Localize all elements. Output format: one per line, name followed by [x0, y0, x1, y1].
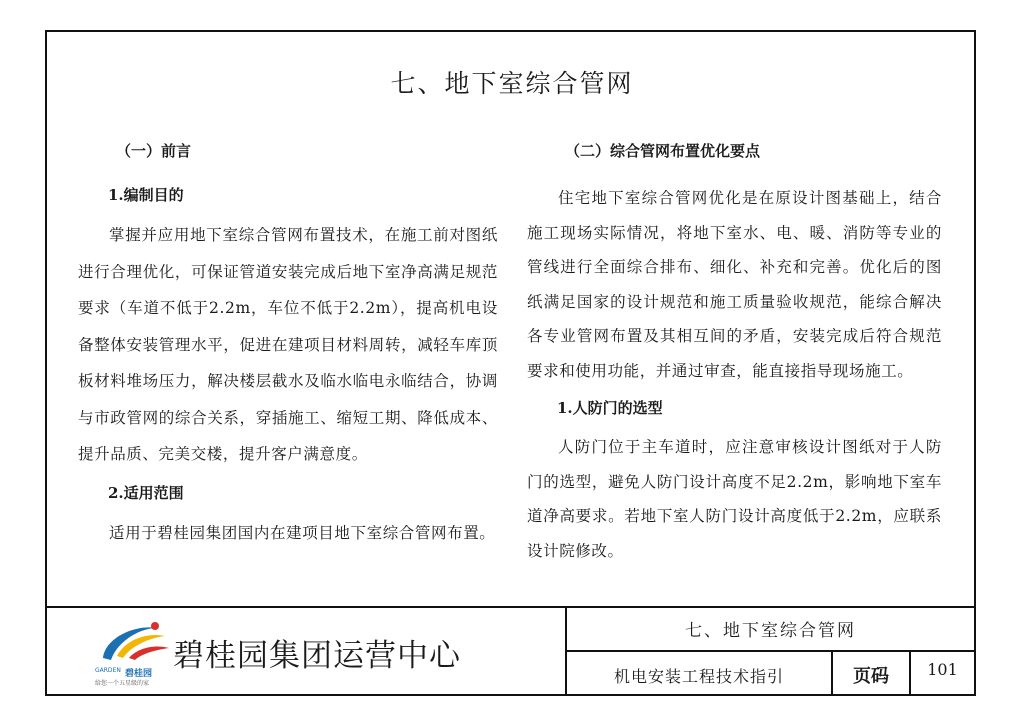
right-intro-text: 住宅地下室综合管网优化是在原设计图基础上，结合施工现场实际情况，将地下室水、电、暖、消防等专业的管线进行全面综合排布、细化、补充和完善。优化后的图纸满足国家的设计规范和施工质量验收规范，能综合解决各专业管网布置及其相互间的矛盾，安装完成后符合规范要求和使用功能，并通过审查，能直接指导现场施工。 — [527, 189, 942, 380]
logo-swoosh-icon — [95, 618, 175, 666]
left-sub1-text: 掌握并应用地下室综合管网布置技术，在施工前对图纸进行合理优化，可保证管道安装完成后地下室净高满足规范要求（车道不低于2.2m，车位不低于2.2m），提高机电设备整体安装管理水平，促进在建项目材料周转，减轻车库顶板材料堆场压力，解决楼层截水及临水临电永临结合，协调与市政管网的综合关系，穿插施工、缩短工期、降低成本、提升品质、完美交楼，提升客户满意度。 — [78, 226, 498, 463]
logo-slogan-text: 给您一个五星级的家 — [95, 680, 150, 687]
page-number-label: 页码 — [853, 666, 889, 687]
footer-chapter-title: 七、地下室综合管网 — [685, 621, 856, 641]
company-logo — [95, 618, 175, 690]
footer-title-block — [45, 606, 976, 696]
right-section-heading: （二）综合管网布置优化要点 — [565, 142, 761, 160]
left-section-heading: （一）前言 — [116, 142, 192, 160]
footer-divider — [565, 650, 976, 652]
left-sub1-heading: 1.编制目的 — [108, 186, 184, 204]
left-column — [78, 140, 498, 557]
footer-guide-title: 机电安装工程技术指引 — [613, 667, 784, 686]
logo-garden-text: GARDEN — [95, 667, 121, 674]
right-sub1-heading: 1.人防门的选型 — [557, 399, 663, 417]
page-number: 101 — [927, 660, 958, 679]
right-column — [527, 140, 942, 574]
company-name: 碧桂园集团运营中心 — [173, 638, 461, 674]
logo-brand-text: 碧桂园 — [125, 669, 153, 679]
right-sub1-text: 人防门位于主车道时，应注意审核设计图纸对于人防门的选型，避免人防门设计高度不足2.2m，影响地下室车道净高要求。若地下室人防门设计高度低于2.2m，应联系设计院修改。 — [527, 438, 942, 560]
page-title: 七、地下室综合管网 — [390, 69, 634, 98]
left-sub2-heading: 2.适用范围 — [108, 483, 184, 502]
left-sub2-text: 适用于碧桂园集团国内在建项目地下室综合管网布置。 — [109, 523, 496, 542]
